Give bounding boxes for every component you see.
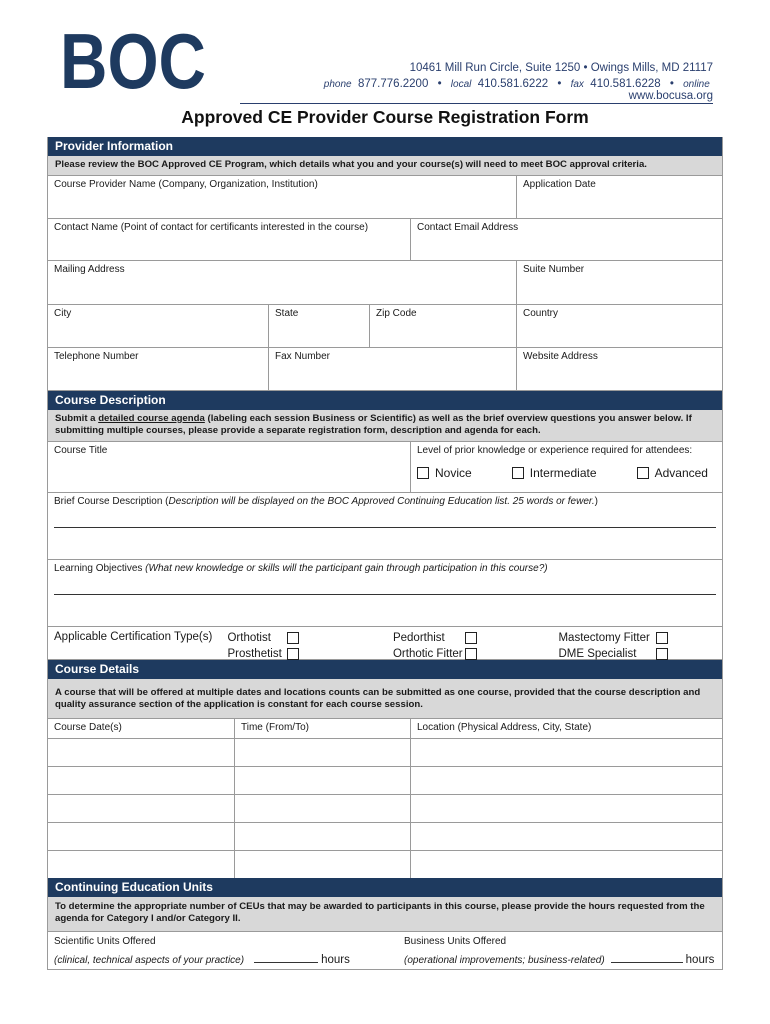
hours-label: hours	[321, 953, 350, 966]
time-cell[interactable]	[235, 767, 411, 794]
learning-objectives-row	[48, 560, 722, 627]
table-row	[48, 795, 722, 823]
section-continuing-education-units: Continuing Education Units	[48, 878, 722, 897]
separator: •	[557, 78, 562, 90]
table-row	[48, 823, 722, 851]
contact-name-label: Contact Name (Point of contact for certificants interested in the course)	[54, 221, 369, 233]
table-row	[48, 739, 722, 767]
state-field[interactable]	[269, 305, 370, 347]
scientific-units-desc: (clinical, technical aspects of your practice)	[54, 954, 245, 966]
learning-objectives-field[interactable]	[48, 560, 722, 626]
application-date-field[interactable]	[517, 176, 722, 218]
contact-name-field[interactable]	[48, 219, 411, 260]
certification-types-label: Applicable Certification Type(s)	[54, 630, 213, 643]
business-hours-input[interactable]	[611, 962, 683, 963]
provider-row-5	[48, 348, 722, 391]
table-row	[48, 767, 722, 795]
level-label: Novice	[435, 465, 472, 480]
local-label: local	[450, 79, 472, 90]
cert-column-2	[392, 630, 559, 660]
business-units-desc: (operational improvements; business-related)	[404, 954, 605, 966]
state-label: State	[275, 307, 299, 319]
objectives-label-italic: (What new knowledge or skills will the participant gain through participation in this course?)	[145, 562, 548, 574]
telephone-field[interactable]	[48, 348, 269, 390]
provider-note: Please review the BOC Approved CE Program, which details what you and your course(s) will need to meet BOC approval criteria.	[48, 156, 722, 176]
scientific-hours-input[interactable]	[254, 962, 318, 963]
cert-prosthetist[interactable]	[227, 646, 299, 662]
telephone-label: Telephone Number	[54, 350, 139, 362]
time-cell[interactable]	[235, 823, 411, 850]
cert-label: Orthotic Fitter	[392, 647, 463, 660]
objectives-label-text: Learning Objectives	[54, 562, 146, 574]
zip-field[interactable]	[370, 305, 517, 347]
scientific-units-field	[54, 936, 404, 966]
country-field[interactable]	[517, 305, 722, 347]
cert-orthotist[interactable]	[227, 630, 299, 646]
registration-form	[47, 137, 723, 970]
suite-number-field[interactable]	[517, 261, 722, 304]
knowledge-level-field	[411, 442, 722, 492]
logo-text: BOC	[60, 17, 206, 105]
time-cell[interactable]	[235, 795, 411, 822]
cert-orthotic-fitter[interactable]	[393, 646, 477, 662]
checkbox[interactable]	[287, 648, 299, 660]
date-cell[interactable]	[48, 823, 235, 850]
ceu-note: To determine the appropriate number of CEUs that may be awarded to participants in this course, please provide the hours requested from the agenda for Category I and/or Category II.	[48, 897, 722, 932]
zip-label: Zip Code	[376, 307, 417, 319]
business-units-field	[404, 936, 716, 966]
contact-email-label: Contact Email Address	[417, 221, 519, 233]
fax-field[interactable]	[269, 348, 517, 390]
location-cell[interactable]	[411, 795, 722, 822]
section-provider-information: Provider Information	[48, 137, 722, 156]
course-agenda-link: detailed course agenda	[98, 412, 205, 424]
note-post: (labeling each session Business or Scientific) as well as the brief overview questions you answer below. If submitting multiple courses, please provide a separate registration form, description and agenda for each.	[55, 412, 692, 436]
cert-label: Orthotist	[227, 631, 271, 644]
date-cell[interactable]	[48, 739, 235, 766]
country-label: Country	[523, 307, 559, 319]
course-title-field[interactable]	[48, 442, 411, 492]
phone-label: phone	[323, 79, 352, 90]
course-provider-name-field[interactable]	[48, 176, 517, 218]
scientific-units-label: Scientific Units Offered	[54, 935, 156, 947]
time-cell[interactable]	[235, 739, 411, 766]
level-intermediate[interactable]	[512, 466, 597, 480]
fax-label: fax	[570, 79, 584, 90]
section-course-description: Course Description	[48, 391, 722, 410]
provider-row-3	[48, 261, 722, 305]
level-label: Advanced	[654, 465, 708, 480]
checkbox[interactable]	[656, 648, 668, 660]
website-link[interactable]: www.bocusa.org	[628, 90, 713, 102]
note-pre: Submit a	[55, 412, 99, 424]
ceu-row	[48, 932, 722, 969]
course-details-note: A course that will be offered at multiple dates and locations counts can be submitted as one course, provided that the course description and quality assurance section of the application is constant for each course session.	[48, 679, 722, 719]
course-description-note	[48, 410, 722, 442]
provider-row-1	[48, 176, 722, 219]
course-details-header	[48, 719, 722, 739]
checkbox[interactable]	[465, 648, 477, 660]
brief-description-field[interactable]	[48, 493, 722, 559]
brief-description-row	[48, 493, 722, 560]
scientific-units-line	[54, 954, 404, 966]
knowledge-level-label: Level of prior knowledge or experience required for attendees:	[417, 444, 693, 456]
cert-pedorthist[interactable]	[393, 630, 477, 646]
brief-description-line[interactable]	[54, 527, 716, 528]
brief-label-italic: Description will be displayed on the BOC Approved Continuing Education list. 25 words or fewer.	[168, 495, 595, 507]
suite-number-label: Suite Number	[523, 263, 585, 275]
course-details-table	[48, 719, 722, 878]
business-units-label: Business Units Offered	[404, 935, 507, 947]
time-cell[interactable]	[235, 851, 411, 878]
date-cell[interactable]	[48, 767, 235, 794]
website-label: Website Address	[523, 350, 598, 362]
online-label: online	[683, 79, 710, 90]
course-title-label: Course Title	[54, 444, 108, 456]
business-units-line	[404, 954, 716, 966]
cert-label: Mastectomy Fitter	[558, 631, 650, 644]
level-novice[interactable]	[417, 466, 472, 480]
application-date-label: Application Date	[523, 178, 596, 190]
hours-label: hours	[685, 953, 715, 966]
provider-row-4	[48, 305, 722, 348]
phone-number: 877.776.2200	[358, 78, 429, 90]
cert-mastectomy-fitter[interactable]	[558, 630, 668, 646]
learning-objectives-line[interactable]	[54, 594, 716, 595]
cert-label: Prosthetist	[227, 647, 282, 660]
address-line: 10461 Mill Run Circle, Suite 1250 • Owings Mills, MD 21117	[409, 62, 713, 74]
provider-row-2	[48, 219, 722, 261]
cert-label: DME Specialist	[558, 647, 637, 660]
checkbox[interactable]	[465, 632, 477, 644]
location-cell[interactable]	[411, 767, 722, 794]
location-cell[interactable]	[411, 851, 722, 878]
checkbox[interactable]	[512, 467, 524, 479]
cert-dme-specialist[interactable]	[558, 646, 668, 662]
city-label: City	[54, 307, 72, 319]
contact-line	[240, 78, 713, 104]
course-dates-header: Course Date(s)	[48, 719, 235, 739]
local-number: 410.581.6222	[477, 78, 549, 90]
checkbox[interactable]	[637, 467, 649, 479]
boc-logo	[60, 17, 210, 105]
fax-label: Fax Number	[275, 350, 331, 362]
date-cell[interactable]	[48, 795, 235, 822]
table-row	[48, 851, 722, 878]
mailing-address-field[interactable]	[48, 261, 517, 304]
location-cell[interactable]	[411, 823, 722, 850]
mailing-address-label: Mailing Address	[54, 263, 125, 275]
city-field[interactable]	[48, 305, 269, 347]
course-provider-name-label: Course Provider Name (Company, Organization, Institution)	[54, 178, 318, 190]
location-cell[interactable]	[411, 739, 722, 766]
website-field[interactable]	[517, 348, 722, 390]
certification-types-row	[48, 627, 722, 660]
separator: •	[669, 78, 674, 90]
brief-description-label	[54, 496, 598, 507]
separator: •	[437, 78, 442, 90]
cert-column-3	[558, 630, 716, 660]
cert-column-1	[227, 630, 393, 660]
brief-label-text: Brief Course Description (	[54, 495, 169, 507]
level-advanced[interactable]	[637, 466, 708, 480]
contact-email-field[interactable]	[411, 219, 722, 260]
fax-number: 410.581.6228	[590, 78, 661, 90]
level-label: Intermediate	[529, 465, 597, 480]
brief-label-close: )	[594, 495, 598, 507]
date-cell[interactable]	[48, 851, 235, 878]
location-header: Location (Physical Address, City, State)	[417, 721, 592, 733]
knowledge-level-options	[417, 466, 716, 480]
checkbox[interactable]	[656, 632, 668, 644]
course-title-row	[48, 442, 722, 493]
form-title: Approved CE Provider Course Registration Form	[181, 107, 589, 127]
section-course-details: Course Details	[48, 660, 722, 679]
checkbox[interactable]	[417, 467, 429, 479]
learning-objectives-label	[54, 563, 548, 574]
checkbox[interactable]	[287, 632, 299, 644]
cert-label: Pedorthist	[392, 631, 445, 644]
time-header: Time (From/To)	[235, 719, 411, 739]
